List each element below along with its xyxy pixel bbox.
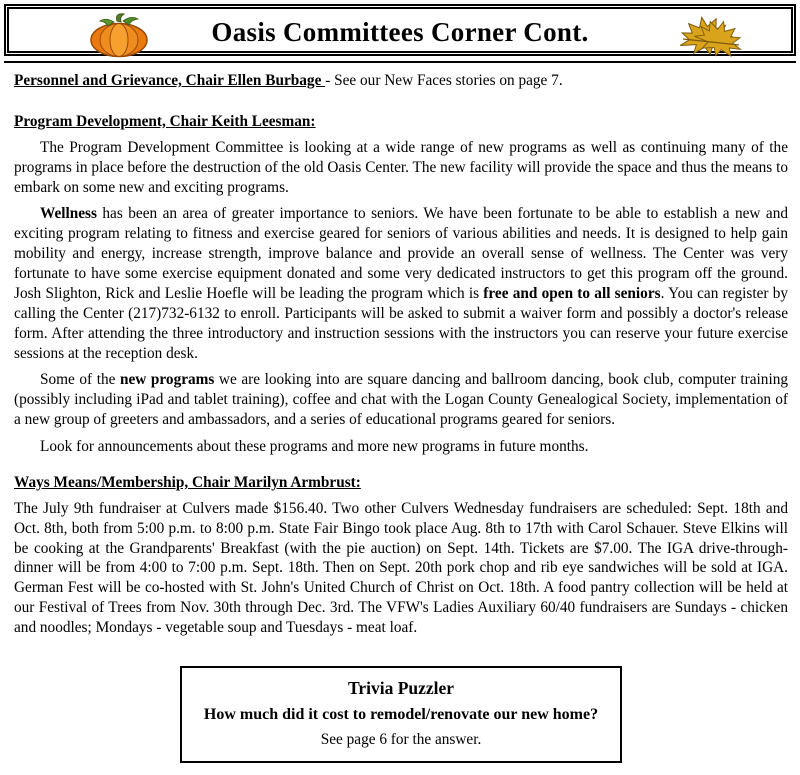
para-3-segment-1: Some of the [40,371,120,389]
program-development-para-1: The Program Development Committee is looking at a wide range of new programs as well as continuing many of the programs in place before the destruction of the old Oasis Center. The new facility will provide the space and thus the means to embark on some new and exciting programs. [14,138,788,196]
newsletter-content [14,71,788,763]
program-development-para-3 [14,370,788,430]
personnel-grievance-heading: Personnel and Grievance, Chair Ellen Burbage [14,72,326,89]
ways-means-para: The July 9th fundraiser at Culvers made $156.40. Two other Culvers Wednesday fundraisers are scheduled: Sept. 18th and Oct. 8th, both from 5:00 p.m. to 8:00 p.m. State Fair Bingo took place Aug. 8th to 17th with Carol Schauer. Steve Elkins will be cooking at the Grandparents' Breakfast (with the pie auction) on Sept. 14th. Tickets are $7.00. The IGA drive-through-dinner will be from 4:00 to 7:00 p.m. Sept. 18th. Then on Sept. 20th pork chop and rib eye sandwiches will be sold at IGA. German Fest will be co-hosted with St. John's United Church of Christ on Oct. 18th. A food pantry collection will be held at our Festival of Trees from Nov. 30th through Dec. 3rd. The VFW's Ladies Auxiliary 60/40 fundraisers are Sundays - chicken and noodles; Mondays - vegetable soup and Tuesdays - meat loaf. [14,499,788,636]
trivia-question: How much did it cost to remodel/renovate our new home? [203,705,599,723]
trivia-puzzler-box [180,666,622,763]
trivia-title: Trivia Puzzler [347,677,455,698]
autumn-leaves-icon [677,15,747,64]
header-divider [4,61,796,63]
program-development-heading: Program Development, Chair Keith Leesman: [14,112,316,130]
free-open-bold-text: free and open to all seniors [483,284,661,302]
personnel-grievance-note: - See our New Faces stories on page 7. [325,72,563,89]
wellness-bold-text: Wellness [40,205,97,223]
para-3-segment-2: we are looking into are square dancing and ballroom dancing, book club, computer training (possibly including iPad and tablet training), coffee and chat with the Logan County Genealogical Society, implementation of a new group of greeters and ambassadors, and a series of educational programs geared for seniors. [14,371,789,429]
program-development-para-2 [14,204,788,363]
para-2-segment-1: has been an area of greater importance to seniors. We have been fortunate to be able to establish a new and exciting program relating to fitness and exercise geared for seniors of various abilities and needs. It is designed to help gain mobility and energy, increase strength, improve balance and provide an overall sense of wellness. The Center was very fortunate to have some exercise equipment donated and some very dedicated instructors to get this program off the ground. Josh Slighton, Rick and Leslie Hoefle will be leading the program which is [14,205,788,302]
page-title: Oasis Committees Corner Cont. [211,17,589,47]
ways-means-heading: Ways Means/Membership, Chair Marilyn Armbrust: [14,473,361,491]
new-programs-bold-text: new programs [119,371,215,389]
program-development-para-4: Look for announcements about these programs and more new programs in future months. [40,438,589,455]
page-header [4,4,796,56]
trivia-answer-note: See page 6 for the answer. [320,731,482,749]
personnel-grievance-line [14,71,788,91]
para-2-segment-2: . You can register by calling the Center (217)732-6132 to enroll. Participants will be asked to submit a waiver form and possibly a doctor's release form. After attending the three introductory and instruction sessions with the instructors you can reserve your future exercise sessions at the reception desk. [14,284,788,362]
